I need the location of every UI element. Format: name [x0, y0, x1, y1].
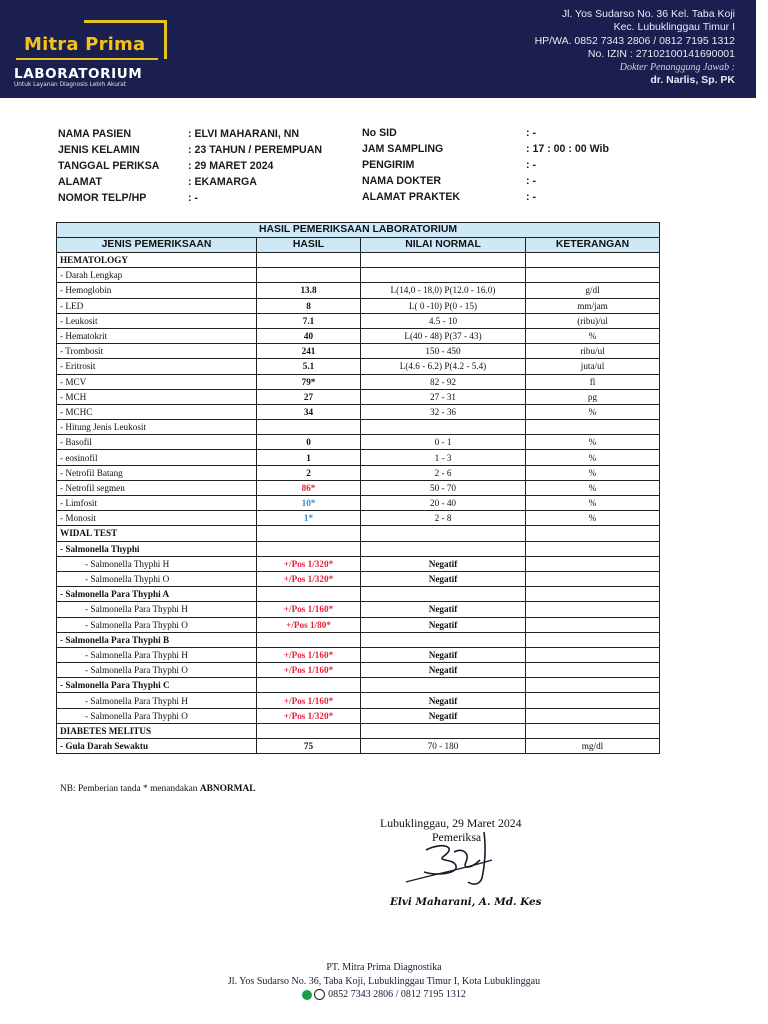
- column-header-result: HASIL: [257, 238, 361, 253]
- table-row: [57, 435, 660, 450]
- test-result: 10*: [257, 496, 361, 511]
- test-name: - MCH: [57, 389, 257, 404]
- empty-cell: [526, 420, 660, 435]
- test-name: - Monosit: [57, 511, 257, 526]
- test-remark: g/dl: [526, 283, 660, 298]
- test-remark: [526, 602, 660, 617]
- abnormal-note-keyword: ABNORMAL: [199, 784, 256, 794]
- normal-range: Negatif: [361, 663, 526, 678]
- patient-sex-label: JENIS KELAMIN: [58, 144, 140, 156]
- table-row: [57, 693, 660, 708]
- table-header-row: [57, 238, 660, 253]
- header-contact-info: [535, 8, 735, 88]
- table-row: [57, 344, 660, 359]
- table-title: HASIL PEMERIKSAAN LABORATORIUM: [57, 223, 660, 238]
- test-result: 1: [257, 450, 361, 465]
- test-remark: fl: [526, 374, 660, 389]
- practice-address-label: ALAMAT PRAKTEK: [362, 191, 461, 203]
- test-remark: pg: [526, 389, 660, 404]
- header-address-line-2: Kec. Lubuklinggau Timur I: [613, 21, 735, 34]
- test-name: - Salmonella Para Thyphi O: [57, 708, 257, 723]
- table-row: [57, 678, 660, 693]
- empty-cell: [526, 526, 660, 541]
- test-result: +/Pos 1/160*: [257, 693, 361, 708]
- signature-place-date: Lubuklinggau, 29 Maret 2024: [380, 816, 522, 830]
- empty-cell: [361, 253, 526, 268]
- test-result: 2: [257, 465, 361, 480]
- normal-range: 70 - 180: [361, 739, 526, 754]
- test-name: - Leukosit: [57, 313, 257, 328]
- test-remark: [526, 663, 660, 678]
- table-row: [57, 556, 660, 571]
- doctor-label: NAMA DOKTER: [362, 175, 442, 187]
- table-row: [57, 480, 660, 495]
- table-row: [57, 359, 660, 374]
- normal-range: 4.5 - 10: [361, 313, 526, 328]
- table-row: [57, 465, 660, 480]
- normal-range: L( 0 -10) P(0 - 15): [361, 298, 526, 313]
- column-header-test: JENIS PEMERIKSAAN: [57, 238, 257, 253]
- test-result: +/Pos 1/160*: [257, 663, 361, 678]
- test-name: - LED: [57, 298, 257, 313]
- test-result: +/Pos 1/320*: [257, 708, 361, 723]
- empty-cell: [361, 632, 526, 647]
- header-address-line-1: Jl. Yos Sudarso No. 36 Kel. Taba Koji: [561, 8, 735, 20]
- test-result: 40: [257, 328, 361, 343]
- table-body: [57, 253, 660, 754]
- normal-range: Negatif: [361, 617, 526, 632]
- normal-range: 82 - 92: [361, 374, 526, 389]
- test-remark: [526, 693, 660, 708]
- empty-cell: [361, 587, 526, 602]
- empty-cell: [257, 632, 361, 647]
- table-row: [57, 723, 660, 738]
- normal-range: Negatif: [361, 693, 526, 708]
- widal-group-label: - Salmonella Para Thyphi A: [57, 587, 257, 602]
- footer-phones: 0852 7343 2806 / 0812 7195 1312: [328, 989, 466, 1000]
- test-result: 241: [257, 344, 361, 359]
- test-remark: [526, 647, 660, 662]
- section-heading: HEMATOLOGY: [57, 253, 257, 268]
- empty-cell: [361, 268, 526, 283]
- patient-date-label: TANGGAL PERIKSA: [58, 160, 160, 172]
- sid-value: : -: [526, 127, 536, 139]
- section-heading: DIABETES MELITUS: [57, 723, 257, 738]
- test-remark: %: [526, 404, 660, 419]
- sampling-time-value: : 17 : 00 : 00 Wib: [526, 143, 609, 155]
- test-remark: %: [526, 511, 660, 526]
- empty-cell: [257, 587, 361, 602]
- test-remark: %: [526, 496, 660, 511]
- table-row: [57, 571, 660, 586]
- test-name: - Hematokrit: [57, 328, 257, 343]
- normal-range: 50 - 70: [361, 480, 526, 495]
- normal-range: 2 - 8: [361, 511, 526, 526]
- header-phone: HP/WA. 0852 7343 2806 / 0812 7195 1312: [534, 34, 735, 47]
- test-remark: (ribu)/ul: [526, 313, 660, 328]
- header-license: No. IZIN : 27102100141690001: [587, 47, 735, 60]
- header-doctor-label: Dokter Penanggung Jawab :: [619, 62, 735, 74]
- test-remark: %: [526, 450, 660, 465]
- empty-cell: [526, 587, 660, 602]
- header-doctor-name: dr. Narlis, Sp. PK: [650, 74, 735, 87]
- test-remark: ribu/ul: [526, 344, 660, 359]
- test-remark: %: [526, 435, 660, 450]
- test-result: 13.8: [257, 283, 361, 298]
- normal-range: 150 - 450: [361, 344, 526, 359]
- table-row: [57, 374, 660, 389]
- test-name: - Salmonella Thyphi H: [57, 556, 257, 571]
- empty-cell: [361, 678, 526, 693]
- subsection-label: - Hitung Jenis Leukosit: [57, 420, 257, 435]
- logo-brand-name: Mitra Prima: [24, 34, 146, 55]
- patient-address-label: ALAMAT: [58, 176, 102, 188]
- abnormal-note: [60, 784, 256, 794]
- table-row: [57, 602, 660, 617]
- empty-cell: [257, 723, 361, 738]
- test-result: 8: [257, 298, 361, 313]
- table-row: [57, 328, 660, 343]
- normal-range: 32 - 36: [361, 404, 526, 419]
- normal-range: Negatif: [361, 647, 526, 662]
- patient-name-label: NAMA PASIEN: [58, 128, 131, 140]
- empty-cell: [361, 541, 526, 556]
- test-name: - Trombosit: [57, 344, 257, 359]
- table-row: [57, 739, 660, 754]
- empty-cell: [526, 723, 660, 738]
- test-name: - Salmonella Para Thyphi H: [57, 647, 257, 662]
- table-row: [57, 632, 660, 647]
- table-row: [57, 298, 660, 313]
- patient-date-value: : 29 MARET 2024: [188, 160, 274, 172]
- empty-cell: [361, 420, 526, 435]
- normal-range: Negatif: [361, 556, 526, 571]
- table-title-row: [57, 223, 660, 238]
- test-remark: %: [526, 328, 660, 343]
- test-name: - Salmonella Para Thyphi H: [57, 602, 257, 617]
- test-result: 75: [257, 739, 361, 754]
- handwritten-signature: [396, 818, 506, 898]
- test-result: 34: [257, 404, 361, 419]
- test-name: - Salmonella Para Thyphi H: [57, 693, 257, 708]
- sid-label: No SID: [362, 127, 397, 139]
- patient-sex-value: : 23 TAHUN / PEREMPUAN: [188, 144, 323, 156]
- test-name: - eosinofil: [57, 450, 257, 465]
- column-header-remark: KETERANGAN: [526, 238, 660, 253]
- table-row: [57, 450, 660, 465]
- table-row: [57, 404, 660, 419]
- lab-results-table: [56, 222, 660, 754]
- test-result: +/Pos 1/80*: [257, 617, 361, 632]
- test-result: 7.1: [257, 313, 361, 328]
- widal-group-label: - Salmonella Para Thyphi B: [57, 632, 257, 647]
- normal-range: 1 - 3: [361, 450, 526, 465]
- empty-cell: [257, 526, 361, 541]
- letterhead-banner: [0, 0, 756, 98]
- test-result: +/Pos 1/160*: [257, 602, 361, 617]
- normal-range: L(14,0 - 18,0) P(12.0 - 16.0): [361, 283, 526, 298]
- signature-name: Elvi Maharani, A. Md. Kes: [390, 896, 542, 908]
- table-row: [57, 313, 660, 328]
- normal-range: 2 - 6: [361, 465, 526, 480]
- test-name: - Limfosit: [57, 496, 257, 511]
- table-row: [57, 663, 660, 678]
- test-name: - MCV: [57, 374, 257, 389]
- patient-phone-value: : -: [188, 192, 198, 204]
- test-remark: mg/dl: [526, 739, 660, 754]
- test-remark: [526, 708, 660, 723]
- empty-cell: [257, 420, 361, 435]
- normal-range: 27 - 31: [361, 389, 526, 404]
- table-row: [57, 268, 660, 283]
- empty-cell: [526, 268, 660, 283]
- widal-group-label: - Salmonella Para Thyphi C: [57, 678, 257, 693]
- test-name: - Salmonella Para Thyphi O: [57, 663, 257, 678]
- test-name: - Hemoglobin: [57, 283, 257, 298]
- whatsapp-icon: [302, 990, 312, 1000]
- table-row: [57, 496, 660, 511]
- test-result: 5.1: [257, 359, 361, 374]
- empty-cell: [257, 253, 361, 268]
- table-row: [57, 420, 660, 435]
- table-row: [57, 541, 660, 556]
- normal-range: L(4.6 - 6.2) P(4.2 - 5.4): [361, 359, 526, 374]
- empty-cell: [361, 526, 526, 541]
- test-remark: %: [526, 480, 660, 495]
- test-remark: [526, 617, 660, 632]
- test-remark: mm/jam: [526, 298, 660, 313]
- footer-contact: [0, 989, 768, 1000]
- table-row: [57, 708, 660, 723]
- normal-range: 0 - 1: [361, 435, 526, 450]
- abnormal-note-text: NB: Pemberian tanda * menandakan: [60, 784, 200, 794]
- test-result: +/Pos 1/320*: [257, 571, 361, 586]
- test-remark: juta/ul: [526, 359, 660, 374]
- footer-address: Jl. Yos Sudarso No. 36, Taba Koji, Lubuklinggau Timur I, Kota Lubuklinggau: [227, 976, 541, 987]
- normal-range: Negatif: [361, 571, 526, 586]
- test-name: - Netrofil Batang: [57, 465, 257, 480]
- lab-logo: [12, 14, 162, 92]
- signature-role: Pemeriksa: [432, 830, 482, 844]
- test-name: - Salmonella Thyphi O: [57, 571, 257, 586]
- empty-cell: [526, 632, 660, 647]
- widal-group-label: - Salmonella Thyphi: [57, 541, 257, 556]
- empty-cell: [526, 678, 660, 693]
- column-header-normal: NILAI NORMAL: [361, 238, 526, 253]
- normal-range: Negatif: [361, 602, 526, 617]
- patient-name-value: : ELVI MAHARANI, NN: [188, 128, 300, 140]
- empty-cell: [257, 541, 361, 556]
- normal-range: 20 - 40: [361, 496, 526, 511]
- table-row: [57, 283, 660, 298]
- table-row: [57, 647, 660, 662]
- logo-divider: [16, 58, 158, 60]
- logo-tagline: Untuk Layanan Diagnosis Lebih Akurat: [14, 82, 127, 88]
- test-result: 0: [257, 435, 361, 450]
- test-remark: [526, 571, 660, 586]
- table-row: [57, 526, 660, 541]
- empty-cell: [257, 268, 361, 283]
- sender-value: : -: [526, 159, 536, 171]
- test-result: +/Pos 1/320*: [257, 556, 361, 571]
- normal-range: L(40 - 48) P(37 - 43): [361, 328, 526, 343]
- test-remark: %: [526, 465, 660, 480]
- table-row: [57, 253, 660, 268]
- patient-phone-label: NOMOR TELP/HP: [58, 192, 147, 204]
- test-name: - Salmonella Para Thyphi O: [57, 617, 257, 632]
- section-heading: WIDAL TEST: [57, 526, 257, 541]
- test-remark: [526, 556, 660, 571]
- footer-company: PT. Mitra Prima Diagnostika: [326, 962, 442, 973]
- doctor-value: : -: [526, 175, 536, 187]
- table-row: [57, 587, 660, 602]
- test-result: 27: [257, 389, 361, 404]
- empty-cell: [361, 723, 526, 738]
- test-result: +/Pos 1/160*: [257, 647, 361, 662]
- test-result: 1*: [257, 511, 361, 526]
- test-name: - Basofil: [57, 435, 257, 450]
- empty-cell: [257, 678, 361, 693]
- empty-cell: [526, 253, 660, 268]
- test-result: 79*: [257, 374, 361, 389]
- test-name: - Gula Darah Sewaktu: [57, 739, 257, 754]
- test-name: - Netrofil segmen: [57, 480, 257, 495]
- logo-laboratorium-text: LABORATORIUM: [14, 66, 143, 82]
- table-row: [57, 389, 660, 404]
- test-result: 86*: [257, 480, 361, 495]
- patient-address-value: : EKAMARGA: [188, 176, 257, 188]
- sampling-time-label: JAM SAMPLING: [362, 143, 444, 155]
- test-name: - Eritrosit: [57, 359, 257, 374]
- test-name: - MCHC: [57, 404, 257, 419]
- practice-address-value: : -: [526, 191, 536, 203]
- phone-icon: [314, 989, 325, 1000]
- empty-cell: [526, 541, 660, 556]
- table-row: [57, 511, 660, 526]
- sender-label: PENGIRIM: [362, 159, 415, 171]
- normal-range: Negatif: [361, 708, 526, 723]
- subsection-label: - Darah Lengkap: [57, 268, 257, 283]
- table-row: [57, 617, 660, 632]
